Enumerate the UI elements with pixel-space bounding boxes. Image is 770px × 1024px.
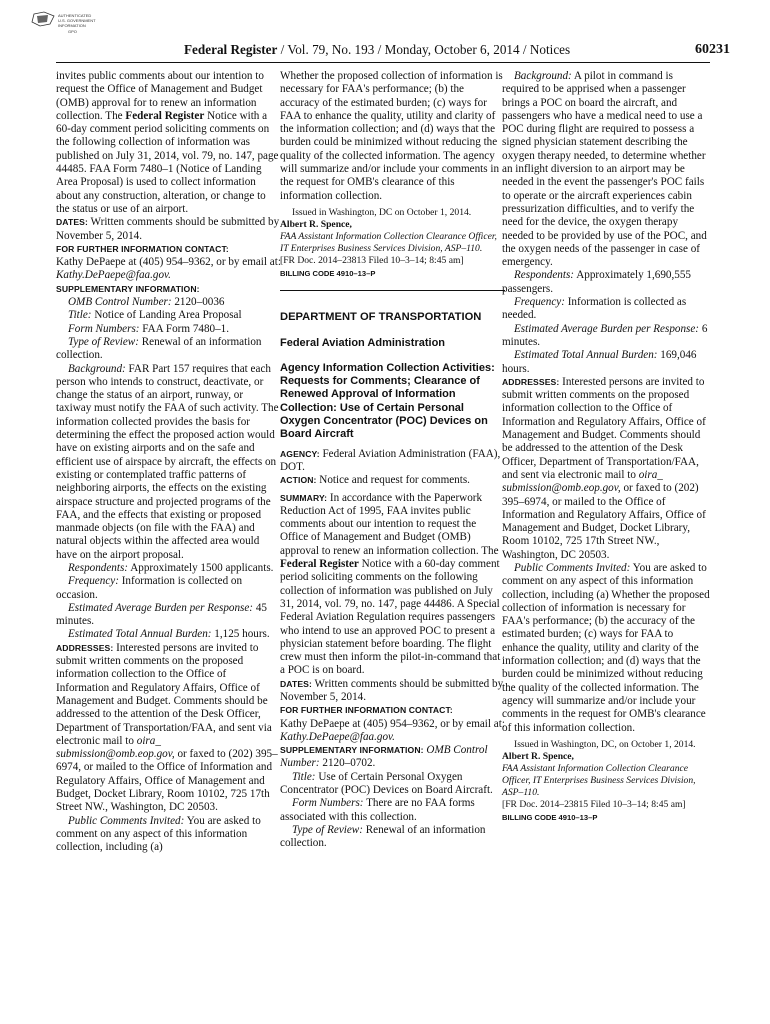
signer-name: Albert R. Spence, [280,218,352,230]
form-numbers-2: Form Numbers: There are no FAA forms associated with this collection. [280,797,475,823]
signer-title: FAA Assistant Information Collection Clearance Officer, IT Enterprises Business Services Division, ASP–110. [280,230,497,254]
public-comments-2: Public Comments Invited: You are asked to comment on any aspect of this information collection, including (a) Whether the proposed collection of information is necessary for FAA's performance; (b) the accuracy of the estimated burden; (c) ways for FAA to enhance the quality, utility and clarity of the information collection; and (d) ways that the burden could be minimized without reducing the quality of the collected information. The agency will summarize and/or include your comments in the request for OMB's clearance of this information collection. [502,561,710,734]
gpo-authentication-logo [28,10,104,38]
column-1 [56,70,281,855]
form-title: Title: Notice of Landing Area Proposal [68,309,242,322]
oira-email: oira_ submission@omb.eop.gov, [56,734,175,761]
header-rule [56,62,710,63]
contact-section-2: FOR FURTHER INFORMATION CONTACT: Kathy DePaepe at (405) 954–9362, or by email at: Kathy.DePaepe@faa.gov. [280,705,505,743]
action-line: ACTION: Notice and request for comments. [280,474,470,487]
fr-doc-2: [FR Doc. 2014–23815 Filed 10–3–14; 8:45 am] [502,798,686,810]
agency-line: AGENCY: Federal Aviation Administration (FAA), DOT. [280,447,501,473]
form-numbers: Form Numbers: FAA Form 7480–1. [68,322,230,335]
billing-code-2: BILLING CODE 4910–13–P [502,812,598,822]
supplementary-2: SUPPLEMENTARY INFORMATION: OMB Control Number: 2120–0702. [280,744,488,770]
page-number: 60231 [695,42,730,57]
issue-info: / Vol. 79, No. 193 / Monday, October 6, 2014 / Notices [277,42,571,57]
contact-section: FOR FURTHER INFORMATION CONTACT: Kathy DePaepe at (405) 954–9362, or by email at: Kathy.DePaepe@faa.gov. [56,243,281,282]
addresses-section: ADDRESSES: Interested persons are invited to submit written comments on the proposed information collection to the Office of Information and Regulatory Affairs, Office of Management and Budget. Comments should be addressed to the attention of the Desk Officer, Department of Transportation/FAA, and sent via electronic mail to oira_ submission@omb.eop.gov, or faxed to (202) 395–6974, or mailed to the Office of Information and Regulatory Affairs, Office of Management and Budget, Docket Library, Room 10102, 725 17th Street NW., Washington, DC 20503. [56,641,278,814]
background: Background: FAR Part 157 requires that each person who intends to construct, deactivate, or change the status of an airport, runway, or taxiway must notify the FAA of such activity. The information collected provides the basis for determining the effect the proposed action would have on existing airports and on the safe and efficient use of airspace by aircraft, the effects on existing or contemplated traffic patterns of neighboring airports, the effects on the existing airspace structure and projected programs of the FAA, and the effects that existing or proposed manmade objects (on file with the FAA) and natural objects within the affected area would have on the airport proposal. [56,362,279,561]
respondents: Respondents: Approximately 1500 applicants. [68,561,274,574]
total-burden-2: Estimated Total Annual Burden: 169,046 hours. [502,349,697,375]
running-head [184,42,570,58]
total-burden: Estimated Total Annual Burden: 1,125 hours. [68,628,270,641]
contact-email-2: Kathy.DePaepe@faa.gov. [280,730,395,743]
type-of-review-2: Type of Review: Renewal of an information collection. [280,823,486,850]
agency-heading: Federal Aviation Administration [280,336,446,349]
oira-email-2: oira_ submission@omb.eop.gov, [502,468,663,495]
issued-line-2: Issued in Washington, DC, on October 1, 2014. [514,738,696,750]
summary-section: SUMMARY: In accordance with the Paperwork Reduction Act of 1995, FAA invites public comments about our intention to request the Office of Management and Budget (OMB) approval to renew an information collection. The Federal Register Notice with a 60-day comment period soliciting comments on the following collection of information was published on July 31, 2014, vol. 79, no. 147, page 44486. A Special Federal Aviation Regulation requires passengers who intend to use an approved POC to present a physician statement before boarding. The flight crew must then inform the pilot-in-command that a POC is on board. [280,491,501,677]
frequency: Frequency: Information is collected on occasion. [56,575,243,601]
section-divider [280,290,505,291]
signer-name-2: Albert R. Spence, [502,750,574,762]
contact-email: Kathy.DePaepe@faa.gov. [56,269,171,282]
average-burden: Estimated Average Burden per Response: 45 minutes. [56,601,267,628]
notice-subject: Agency Information Collection Activities: Requests for Comments; Clearance of Renewed Approval of Information Collection: Use of Certain Personal Oxygen Concentrator (POC) Devices on Board Aircraft [280,361,495,441]
background-2: Background: A pilot in command is required to be apprised when a passenger brings a POC on board the aircraft, and passengers who have a medical need to use a POC during flight are required to possess a signed physician statement describing the oxygen therapy needed, to determine whether an inflight diversion to an airport may be needed in the event the passenger's POC fails to operate or the aircraft experiences cabin pressurization difficulties, and to verify the need for the device, the oxygen therapy needed to be provided by use of the POC, and the oxygen needs of the passenger in case of emergency. [502,70,707,269]
signer-title-2: FAA Assistant Information Collection Clearance Officer, IT Enterprises Business Services Division, ASP–110. [502,762,696,798]
column-2 [280,70,505,851]
svg-text:GPO: GPO [68,29,77,34]
page-header [0,42,770,62]
svg-text:U.S. GOVERNMENT: U.S. GOVERNMENT [58,18,96,23]
publication-name: Federal Register [184,42,278,57]
respondents-2: Respondents: Approximately 1,690,555 passengers. [502,269,691,295]
column-3 [502,70,710,824]
svg-text:INFORMATION: INFORMATION [58,23,86,28]
frequency-2: Frequency: Information is collected as needed. [502,296,687,322]
continued-paragraph: Whether the proposed collection of information is necessary for FAA's performance; (b) the accuracy of the estimated burden; (c) ways for FAA to enhance the quality, utility and clarity of the information collection; and (d) ways that the burden could be minimized without reducing the quality of the collected information. The agency will summarize and/or include your comments in the request for OMB's clearance of this information collection. [280,70,503,202]
billing-code: BILLING CODE 4910–13–P [280,268,376,278]
dates-section-2: DATES: Written comments should be submitted by November 5, 2014. [280,677,504,703]
omb-number: OMB Control Number: 2120–0036 [68,296,225,309]
department-heading: DEPARTMENT OF TRANSPORTATION [280,311,482,324]
intro-paragraph: invites public comments about our intention to request the Office of Management and Budget (OMB) approval for to renew an information collection. The Federal Register Notice with a 60-day comment period soliciting comments on the following collection of information was published on July 31, 2014, vol. 79, no. 147, page 44485. FAA Form 7480–1 (Notice of Landing Area Proposal) is used to collect information about any construction, alteration, or change to the status or use of an airport. [56,70,279,215]
public-comments: Public Comments Invited: You are asked to comment on any aspect of this information collection, including (a) [56,814,261,854]
average-burden-2: Estimated Average Burden per Response: 6 minutes. [502,322,708,348]
type-of-review: Type of Review: Renewal of an information collection. [56,335,262,362]
fr-doc: [FR Doc. 2014–23813 Filed 10–3–14; 8:45 am] [280,254,464,266]
supplementary-label: SUPPLEMENTARY INFORMATION: [56,283,200,294]
dates-section: DATES: Written comments should be submitted by November 5, 2014. [56,216,280,242]
form-title-2: Title: Use of Certain Personal Oxygen Concentrator (POC) Devices on Board Aircraft. [280,770,493,797]
addresses-section-2: ADDRESSES: Interested persons are invited to submit written comments on the proposed information collection to the Office of Information and Regulatory Affairs, Office of Management and Budget. Comments should be addressed to the attention of the Desk Officer, Department of Transportation/FAA, and sent via electronic mail to oira_ submission@omb.eop.gov, or faxed to (202) 395–6974, or mailed to the Office of Information and Regulatory Affairs, Office of Management and Budget, Docket Library, Room 10102, 725 17th Street NW., Washington, DC 20503. [502,375,706,561]
svg-text:AUTHENTICATED: AUTHENTICATED [58,13,92,18]
issued-line: Issued in Washington, DC on October 1, 2014. [292,206,472,218]
